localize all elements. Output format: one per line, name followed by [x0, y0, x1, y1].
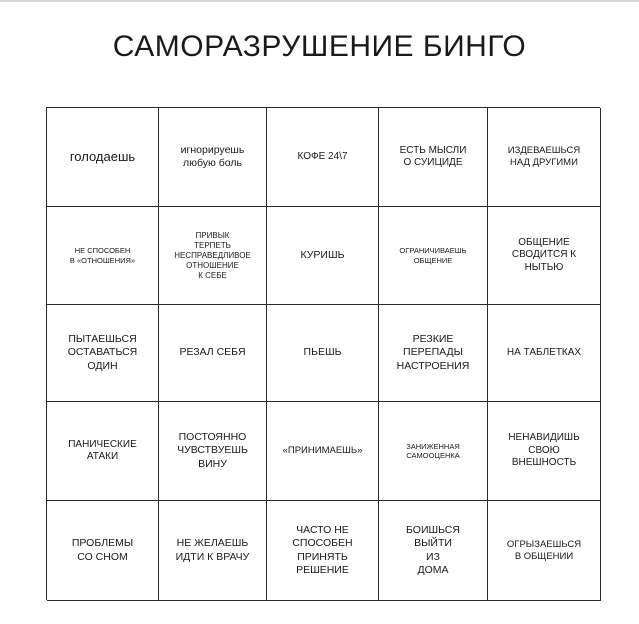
bingo-cell	[159, 402, 267, 501]
bingo-cell	[159, 108, 267, 207]
bingo-grid	[46, 107, 600, 600]
bingo-cell	[488, 305, 601, 402]
bingo-cell	[159, 207, 267, 305]
bingo-cell-label: ПЫТАЕШЬСЯ ОСТАВАТЬСЯ ОДИН	[67, 333, 138, 372]
bingo-cell-label: БОИШЬСЯ ВЫЙТИ ИЗ ДОМА	[406, 524, 460, 576]
bingo-cell-label: ОБЩЕНИЕ СВОДИТСЯ К НЫТЬЮ	[511, 236, 577, 273]
bingo-cell-label: НА ТАБЛЕТКАХ	[506, 346, 582, 358]
bingo-cell-label: ПЬЕШЬ	[303, 346, 342, 359]
page-title: САМОРАЗРУШЕНИЕ БИНГО	[112, 30, 527, 63]
bingo-cell	[47, 207, 159, 305]
bingo-cell	[267, 305, 379, 402]
bingo-cell	[488, 501, 601, 601]
bingo-cell-label: голодаешь	[69, 148, 136, 164]
bingo-cell	[488, 402, 601, 501]
bingo-cell	[379, 501, 488, 601]
bingo-cell	[47, 501, 159, 601]
bingo-cell-label: «ПРИНИМАЕШЬ»	[282, 445, 363, 457]
bingo-cell-label: ОГРЫЗАЕШЬСЯ В ОБЩЕНИИ	[506, 538, 582, 562]
bingo-cell-label: НЕ ЖЕЛАЕШЬ ИДТИ К ВРАЧУ	[175, 537, 250, 563]
bingo-cell	[379, 402, 488, 501]
bingo-cell	[267, 207, 379, 305]
bingo-cell	[47, 108, 159, 207]
bingo-cell	[379, 207, 488, 305]
bingo-cell	[267, 501, 379, 601]
bingo-cell	[488, 108, 601, 207]
bingo-cell-label: ПАНИЧЕСКИЕ АТАКИ	[68, 438, 137, 462]
bingo-cell-label: ИЗДЕВАЕШЬСЯ НАД ДРУГИМИ	[507, 145, 581, 168]
bingo-cell	[379, 108, 488, 207]
bingo-cell	[47, 305, 159, 402]
bingo-cell-label: НЕНАВИДИШЬ СВОЮ ВНЕШНОСТЬ	[508, 432, 580, 469]
bingo-cell-label: игнорируешь любую боль	[180, 143, 245, 169]
bingo-cell-label: ЕСТЬ МЫСЛИ О СУИЦИДЕ	[399, 144, 467, 168]
bingo-cell	[379, 305, 488, 402]
bingo-cell-label: ПРИВЫК ТЕРПЕТЬ НЕСПРАВЕДЛИВОЕ ОТНОШЕНИЕ К СЕБЕ	[174, 230, 251, 280]
bingo-cell	[267, 402, 379, 501]
bingo-cell-label: ПОСТОЯННО ЧУВСТВУЕШЬ ВИНУ	[177, 431, 248, 470]
bingo-cell-label: КУРИШЬ	[300, 248, 345, 261]
bingo-cell-label: НЕ СПОСОБЕН В «ОТНОШЕНИЯ»	[69, 246, 136, 265]
bingo-cell	[159, 305, 267, 402]
bingo-cell-label: КОФЕ 24\7	[297, 150, 348, 162]
bingo-cell	[47, 402, 159, 501]
bingo-cell-label: РЕЗАЛ СЕБЯ	[179, 346, 246, 359]
bingo-cell-label: ЗАНИЖЕННАЯ САМООЦЕНКА	[406, 441, 460, 460]
bingo-cell	[488, 207, 601, 305]
bingo-cell-label: ПРОБЛЕМЫ СО СНОМ	[71, 537, 134, 563]
bingo-cell-label: ОГРАНИЧИВАЕШЬ ОБЩЕНИЕ	[399, 246, 467, 265]
bingo-cell	[267, 108, 379, 207]
bingo-cell	[159, 501, 267, 601]
top-divider	[0, 0, 639, 2]
bingo-cell-label: РЕЗКИЕ ПЕРЕПАДЫ НАСТРОЕНИЯ	[396, 333, 470, 372]
bingo-cell-label: ЧАСТО НЕ СПОСОБЕН ПРИНЯТЬ РЕШЕНИЕ	[292, 524, 353, 576]
